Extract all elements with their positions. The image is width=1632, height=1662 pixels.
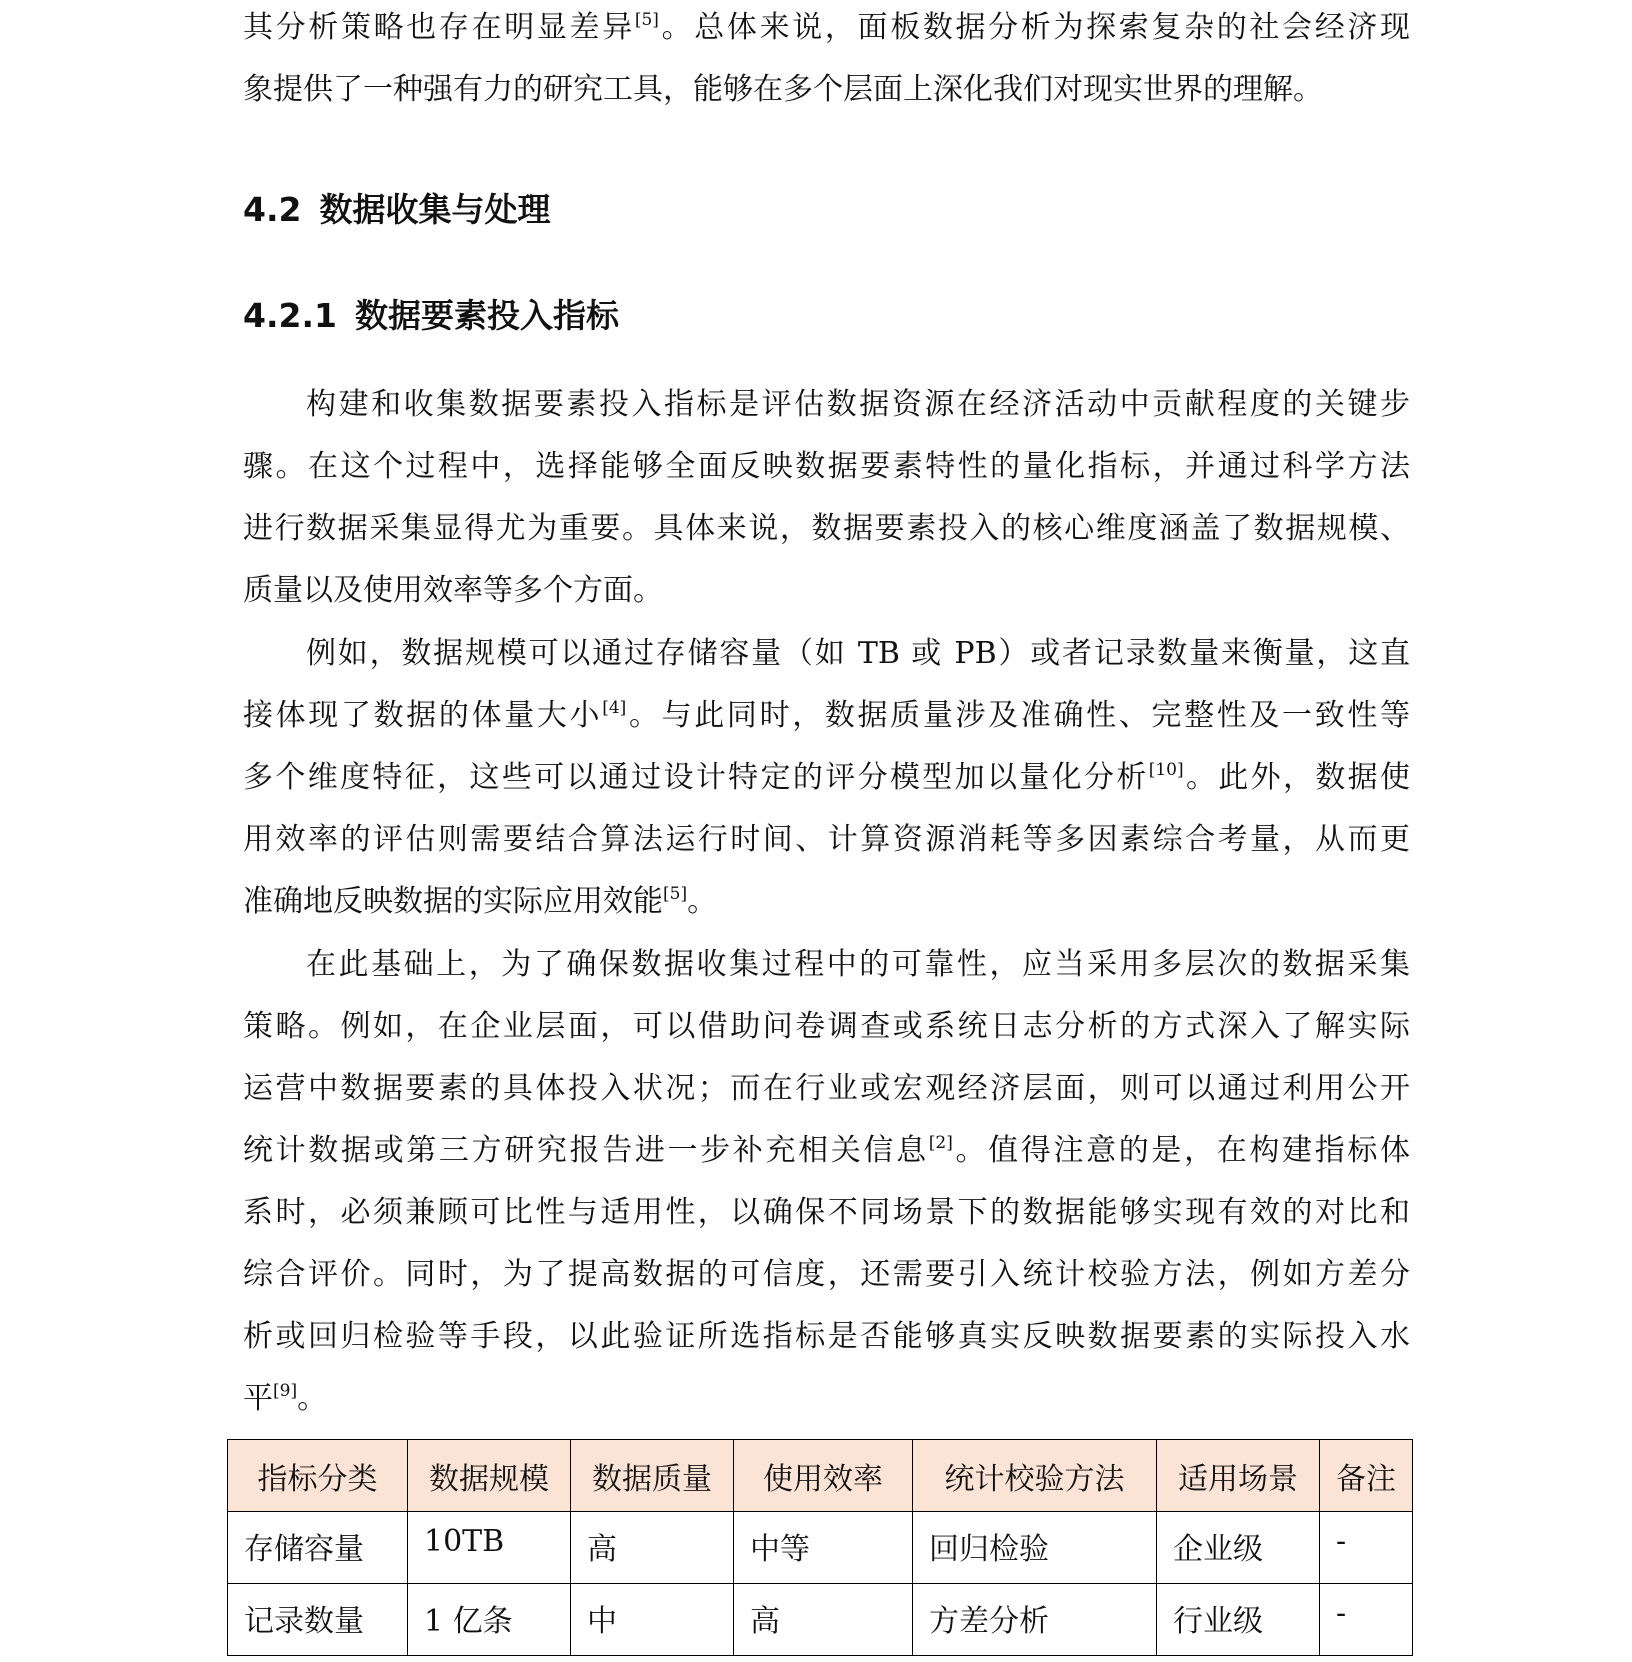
paragraph-3-line-1: 在此基础上，为了确保数据收集过程中的可靠性，应当采用多层次的数据采集 — [306, 947, 1410, 982]
table-header-cell: 适用场景 — [1157, 1440, 1320, 1512]
paragraph-3-line-3: 运营中数据要素的具体投入状况；而在行业或宏观经济层面，则可以通过利用公开 — [243, 1071, 1410, 1106]
paragraph-2-line-5 — [243, 882, 717, 922]
paragraph-2-line-1: 例如，数据规模可以通过存储容量（如 TB 或 PB）或者记录数量来衡量，这直 — [306, 636, 1410, 671]
paragraph-2-line-3 — [243, 758, 1410, 798]
table-cell: - — [1320, 1512, 1413, 1584]
section-number: 4.2 — [243, 190, 302, 229]
subsection-number: 4.2.1 — [243, 296, 337, 335]
subsection-title: 数据要素投入指标 — [354, 296, 619, 335]
paragraph-2-line-5-text: 准确地反映数据的实际应用效能 — [243, 884, 663, 919]
table-cell: - — [1320, 1584, 1413, 1656]
table-cell: 高 — [734, 1584, 913, 1656]
table-cell: 方差分析 — [913, 1584, 1157, 1656]
table-cell: 行业级 — [1157, 1584, 1320, 1656]
paragraph-3-line-4-text: 统计数据或第三方研究报告进一步补充相关信息 — [243, 1133, 929, 1168]
citation: [9] — [273, 1381, 298, 1401]
intro-line-1-text: 其分析策略也存在明显差异 — [243, 10, 635, 45]
section-title: 数据收集与处理 — [319, 190, 551, 229]
table-cell: 1 亿条 — [408, 1584, 571, 1656]
paragraph-3-line-4-tail: 。值得注意的是，在构建指标体 — [952, 1133, 1411, 1168]
citation: [2] — [928, 1133, 953, 1153]
table-header-cell: 数据质量 — [571, 1440, 734, 1512]
table-cell: 10TB — [408, 1512, 571, 1584]
table-row — [228, 1584, 1413, 1656]
citation: [5] — [663, 884, 688, 904]
paragraph-1-line-1: 构建和收集数据要素投入指标是评估数据资源在经济活动中贡献程度的关键步 — [306, 387, 1410, 422]
table-cell: 回归检验 — [913, 1512, 1157, 1584]
table-cell: 记录数量 — [228, 1584, 408, 1656]
paragraph-3-line-8 — [243, 1379, 327, 1419]
table-header-row — [228, 1440, 1413, 1512]
paragraph-2-line-5-tail: 。 — [687, 884, 718, 919]
section-heading — [243, 188, 550, 232]
table-header-cell: 指标分类 — [228, 1440, 408, 1512]
paragraph-2-line-3-tail: 。此外，数据使 — [1183, 760, 1411, 795]
paragraph-2-line-2 — [243, 696, 1410, 736]
paragraph-3-line-6: 综合评价。同时，为了提高数据的可信度，还需要引入统计校验方法，例如方差分 — [243, 1257, 1410, 1292]
paragraph-3-line-2: 策略。例如，在企业层面，可以借助问卷调查或系统日志分析的方式深入了解实际 — [243, 1009, 1410, 1044]
table-row — [228, 1512, 1413, 1584]
paragraph-1-line-2: 骤。在这个过程中，选择能够全面反映数据要素特性的量化指标，并通过科学方法 — [243, 449, 1410, 484]
paragraph-2-line-3-text: 多个维度特征，这些可以通过设计特定的评分模型加以量化分析 — [243, 760, 1149, 795]
paragraph-3-line-4 — [243, 1131, 1410, 1171]
table-header-cell: 统计校验方法 — [913, 1440, 1157, 1512]
table-header-cell: 数据规模 — [408, 1440, 571, 1512]
table-header-cell: 使用效率 — [734, 1440, 913, 1512]
table-cell: 中等 — [734, 1512, 913, 1584]
paragraph-3-line-8-text: 平 — [243, 1381, 273, 1416]
citation: [5] — [634, 10, 659, 30]
intro-line-1-tail: 。总体来说，面板数据分析为探索复杂的社会经济现 — [658, 10, 1411, 45]
table-header-cell: 备注 — [1320, 1440, 1413, 1512]
paragraph-2-line-2-text: 接体现了数据的体量大小 — [243, 698, 603, 733]
intro-line-1 — [243, 8, 1410, 48]
table-cell: 高 — [571, 1512, 734, 1584]
paragraph-2-line-2-tail: 。与此同时，数据质量涉及准确性、完整性及一致性等 — [626, 698, 1411, 733]
table-cell: 企业级 — [1157, 1512, 1320, 1584]
paragraph-3-line-8-tail: 。 — [297, 1381, 328, 1416]
intro-line-2: 象提供了一种强有力的研究工具，能够在多个层面上深化我们对现实世界的理解。 — [243, 72, 1323, 107]
citation: [4] — [602, 698, 627, 718]
table-cell: 中 — [571, 1584, 734, 1656]
indicator-table — [227, 1439, 1413, 1656]
subsection-heading — [243, 294, 619, 338]
paragraph-2-line-4: 用效率的评估则需要结合算法运行时间、计算资源消耗等多因素综合考量，从而更 — [243, 822, 1410, 857]
paragraph-3-line-7: 析或回归检验等手段，以此验证所选指标是否能够真实反映数据要素的实际投入水 — [243, 1319, 1410, 1354]
citation: [10] — [1148, 760, 1184, 780]
paragraph-1-line-4: 质量以及使用效率等多个方面。 — [243, 573, 663, 608]
paragraph-3-line-5: 系时，必须兼顾可比性与适用性，以确保不同场景下的数据能够实现有效的对比和 — [243, 1195, 1410, 1230]
paragraph-1-line-3: 进行数据采集显得尤为重要。具体来说，数据要素投入的核心维度涵盖了数据规模、 — [243, 511, 1410, 546]
table-cell: 存储容量 — [228, 1512, 408, 1584]
